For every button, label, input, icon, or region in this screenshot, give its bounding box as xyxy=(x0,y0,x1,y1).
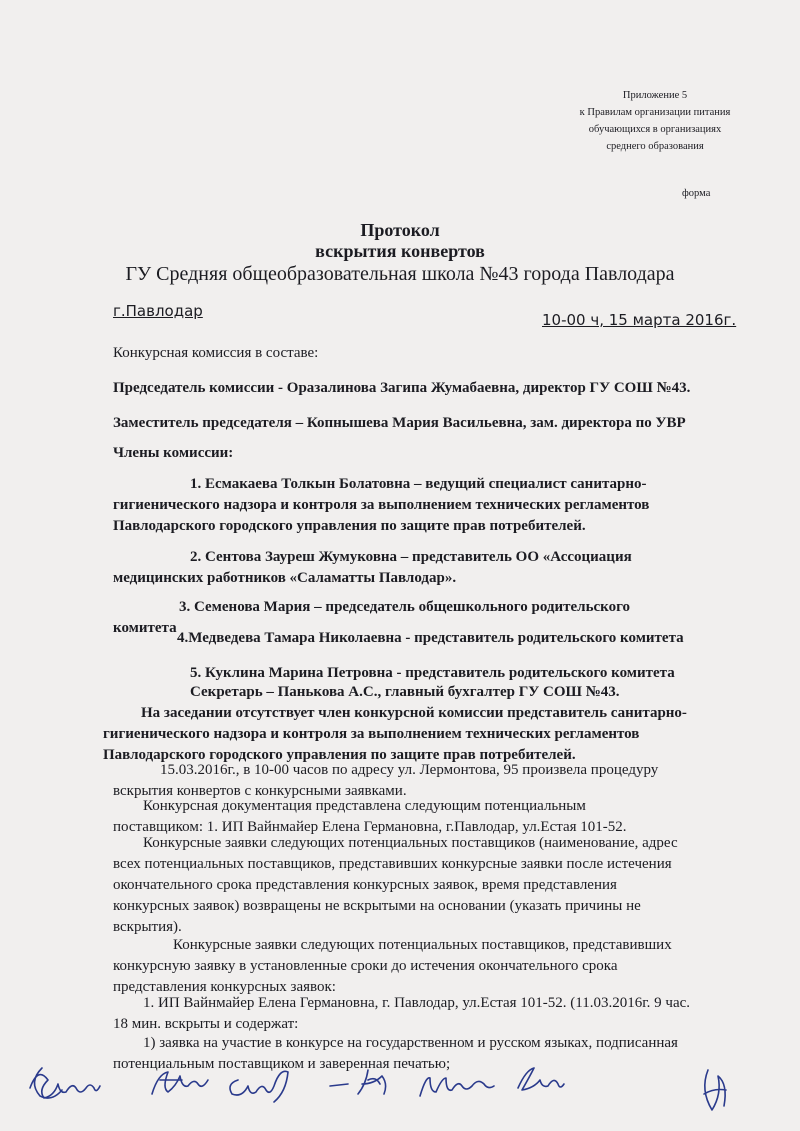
procedure-line: 15.03.2016г., в 10-00 часов по адресу ул. Лермонтова, 95 произвела процедуру xyxy=(160,762,659,778)
member-2-line: 2. Сентова Зауреш Жумуковна – представитель ОО «Ассоциация xyxy=(190,549,632,565)
member-3-line: 3. Семенова Мария – председатель общешкольного родительского xyxy=(179,599,631,615)
form-label: форма xyxy=(682,188,711,199)
appendix-line: к Правилам организации питания xyxy=(579,107,731,118)
ontime-line: конкурсную заявку в установленные сроки до истечения окончательного срока xyxy=(113,958,618,974)
signatures-drawing xyxy=(0,1050,800,1120)
members-heading: Члены комиссии: xyxy=(113,445,234,461)
late-line: Конкурсные заявки следующих потенциальных поставщиков (наименование, адрес xyxy=(143,835,678,851)
appendix-line: обучающихся в организациях xyxy=(588,124,722,135)
member-3-line: комитета xyxy=(113,620,177,636)
late-line: вскрытия). xyxy=(113,919,182,935)
member-1-line: Павлодарского городского управления по защите прав потребителей. xyxy=(113,518,586,534)
member-1-line: гигиенического надзора и контроля за выполнением технических регламентов xyxy=(113,497,650,513)
chairman-line: Председатель комиссии - Оразалинова Загипа Жумабаевна, директор ГУ СОШ №43. xyxy=(113,380,691,396)
member-1-line: 1. Есмакаева Толкын Болатовна – ведущий специалист санитарно- xyxy=(190,476,647,492)
signature-5 xyxy=(420,1078,494,1096)
title-line: ГУ Средняя общеобразовательная школа №43 города Павлодара xyxy=(125,263,675,285)
signature-4 xyxy=(358,1070,386,1094)
member-2 xyxy=(113,547,713,589)
signature-dash xyxy=(330,1084,348,1086)
member-1 xyxy=(113,474,713,537)
member-5: 5. Куклина Марина Петровна - представитель родительского комитета xyxy=(190,665,675,681)
item-1-line: потенциальным поставщиком и заверенная печатью; xyxy=(113,1056,451,1072)
signature-7 xyxy=(704,1070,726,1110)
ontime-line: Конкурсные заявки следующих потенциальных поставщиков, представивших xyxy=(173,937,672,953)
signature-2 xyxy=(152,1072,208,1094)
commission-intro: Конкурсная комиссия в составе: xyxy=(113,345,319,361)
supplier-1-paragraph xyxy=(113,993,733,1035)
item-1-line: 1) заявка на участие в конкурсе на государственном и русском языках, подписанная xyxy=(143,1035,678,1051)
late-line: конкурсных заявок) возвращены не вскрытыми на основании (указать причины не xyxy=(113,898,641,914)
signature-1 xyxy=(30,1075,100,1098)
ontime-paragraph xyxy=(113,935,723,998)
deputy-line: Заместитель председателя – Копнышева Мария Васильевна, зам. директора по УВР xyxy=(113,415,686,431)
docs-paragraph xyxy=(113,796,713,838)
signatures-row xyxy=(0,1050,800,1120)
absent-line: Павлодарского городского управления по защите прав потребителей. xyxy=(103,747,576,763)
ontime-line: представления конкурсных заявок: xyxy=(113,979,336,995)
supplier-1-line: 1. ИП Вайнмайер Елена Германовна, г. Павлодар, ул.Естая 101-52. (11.03.2016г. 9 час. xyxy=(143,995,691,1011)
member-4: 4.Медведева Тамара Николаевна - представитель родительского комитета xyxy=(177,630,684,646)
date-label: 10-00 ч, 15 марта 2016г. xyxy=(542,311,737,329)
late-paragraph xyxy=(113,833,723,938)
secretary-line: Секретарь – Панькова А.С., главный бухгалтер ГУ СОШ №43. xyxy=(190,684,620,700)
signature-1-loop xyxy=(34,1068,62,1098)
city-label: г.Павлодар xyxy=(113,302,203,320)
title-line: Протокол xyxy=(360,220,440,240)
member-2-line: медицинских работников «Саламатты Павлодар». xyxy=(113,570,457,586)
appendix-line: среднего образования xyxy=(606,141,704,152)
absent-line: гигиенического надзора и контроля за выполнением технических регламентов xyxy=(103,726,640,742)
document-title xyxy=(0,220,800,286)
docs-line: поставщиком: 1. ИП Вайнмайер Елена Германовна, г.Павлодар, ул.Естая 101-52. xyxy=(113,819,627,835)
absent-paragraph xyxy=(103,703,715,766)
appendix-note xyxy=(560,87,750,155)
appendix-line: Приложение 5 xyxy=(622,90,688,101)
late-line: окончательного срока представления конкурсных заявок, время представления xyxy=(113,877,617,893)
title-line: вскрытия конвертов xyxy=(315,241,485,261)
absent-line: На заседании отсутствует член конкурсной комиссии представитель санитарно- xyxy=(141,705,687,721)
procedure-line: вскрытия конвертов с конкурсными заявками. xyxy=(113,783,407,799)
docs-line: Конкурсная документация представлена следующим потенциальным xyxy=(143,798,586,814)
supplier-1-line: 18 мин. вскрыты и содержат: xyxy=(113,1016,299,1032)
signature-6 xyxy=(518,1068,564,1090)
signature-3 xyxy=(230,1071,288,1102)
late-line: всех потенциальных поставщиков, представивших конкурсные заявки после истечения xyxy=(113,856,672,872)
